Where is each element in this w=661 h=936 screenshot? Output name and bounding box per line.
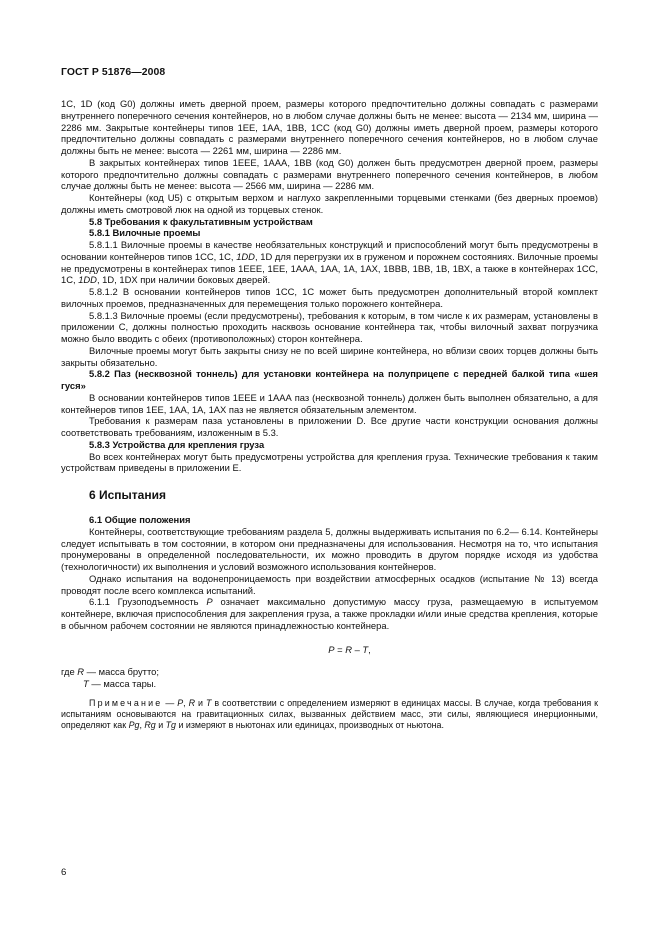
italic-symbol: P xyxy=(206,596,213,608)
text-run: — xyxy=(165,697,178,708)
paragraph: Контейнеры (код U5) с открытым верхом и наглухо закрепленными торцевыми стенками (без дверных проемов) должны иметь смотровой люк на одной из торцевых стенок. xyxy=(61,192,598,215)
text-run: — масса брутто; xyxy=(84,666,159,678)
text-run: означает максимально допустимую массу груза, размещаемую в испытуемом контейнере, включая приспособления для закрепления груза, а также прокладки и/или иные средства крепления, которые в обычном рабочем состоянии не являются принадлежностью контейнера. xyxy=(61,596,599,631)
text-run: , 1D, 1DX при наличии боковых дверей. xyxy=(96,274,271,286)
formula-symbol: R xyxy=(345,643,352,655)
section-heading-5-8: 5.8 Требования к факультативным устройствам xyxy=(89,215,313,227)
text-run: , xyxy=(183,697,189,708)
italic-symbol: R xyxy=(77,666,85,678)
section-heading-6: 6 Испытания xyxy=(89,488,166,502)
italic-symbol: T xyxy=(83,678,89,689)
note-label: Примечание xyxy=(89,697,163,708)
formula-operator: = xyxy=(334,643,346,655)
text-run: 6.1.1 Грузоподъемность xyxy=(89,596,207,608)
paragraph: Контейнеры, соответствующие требованиям раздела 5, должны выдерживать испытания по 6.2— 6.14. Контейнеры следует испытывать в том состоянии, в котором они предназначены для использования. Несмотря на то, что испытания пронумерованы в определенной последовательности, их можно проводить в другом порядке исходя из удобства (технологичности) их выполнения и условий возможного использования контейнеров. xyxy=(61,525,598,572)
paragraph: В закрытых контейнерах типов 1ЕЕЕ, 1ААА, 1ВВ (код G0) должен быть предусмотрен дверной проем, размеры которого предпочтительно должны совпадать с размерами внутреннего поперечного сечения контейнеров, в любом случае должны быть не менее: высота — 2566 мм, ширина — 2286 мм. xyxy=(61,156,598,192)
paragraph: Требования к размерам паза установлены в приложении D. Все другие части конструкции основания должны соответствовать требованиям, изложенным в 5.3. xyxy=(61,415,598,438)
formula-punctuation: , xyxy=(368,643,371,655)
italic-symbol: P xyxy=(177,697,184,708)
text-run: и измеряют в ньютонах или единицах, производных от ньютона. xyxy=(175,719,444,730)
italic-symbol: Tg xyxy=(165,719,176,730)
section-heading-5-8-2: 5.8.2 Паз (несквозной тоннель) для установки контейнера на полуприцепе с передней балкой типа «шея гуся» xyxy=(61,368,598,391)
text-run: — масса тары. xyxy=(88,678,157,689)
paragraph: 1С, 1D (код G0) должны иметь дверной проем, размеры которого предпочтительно должны совпадать с размерами внутреннего поперечного сечения контейнеров, но в любом случае должны быть не менее: высота — 2134 мм, ширина — 2286 мм. Закрытые контейнеры типов 1ЕЕ, 1АА, 1ВВ, 1СС (код G0) должны иметь дверной проем, размеры которого предпочтительно должны совпадать с размерами внутреннего поперечного сечения контейнеров, но в любом случае должны быть не менее: высота — 2261 мм, ширина — 2286 мм. xyxy=(61,98,598,156)
formula-legend-t xyxy=(61,678,598,690)
formula-operator: – xyxy=(351,643,363,655)
text-run: в соответствии с определением измеряют в единицах массы. В случае, когда требования к испытаниям основываются на гравитационных силах, вызванных действием масс, эти силы, являющиеся инерционными, определяют как xyxy=(61,697,599,730)
section-heading-6-1: 6.1 Общие положения xyxy=(89,514,191,525)
paragraph-6-1-1 xyxy=(61,596,598,631)
paragraph-5-8-1-2: 5.8.1.2 В основании контейнеров типов 1СС, 1С может быть предусмотрен дополнительный второй комплект вилочных проемов, предназначенных для перемещения только порожнего контейнера. xyxy=(61,286,598,309)
paragraph-5-8-1-1 xyxy=(61,239,598,286)
paragraph: Во всех контейнерах могут быть предусмотрены устройства для крепления груза. Технические требования к таким устройствам приведены в приложении Е. xyxy=(61,450,598,474)
standard-header: ГОСТ Р 51876—2008 xyxy=(61,67,166,78)
section-heading-5-8-1: 5.8.1 Вилочные проемы xyxy=(89,227,201,239)
italic-text: 1DD xyxy=(236,250,255,262)
italic-symbol: Rg xyxy=(144,719,156,730)
text-run: , 1D для перегрузки их в груженом и порожнем состояниях. Вилочные проемы не предусмотрены в контейнерах типов 1ЕЕЕ, 1ЕЕ, 1ААА, 1АА, 1А, 1АХ, 1ВВВ, 1ВВ, 1В, 1ВХ, а также в контейнерах 1СС, 1С, xyxy=(61,250,599,286)
italic-symbol: Pg xyxy=(128,719,140,730)
paragraph-5-8-1-3: 5.8.1.3 Вилочные проемы (если предусмотрены), требования к которым, в том числе к их размерам, установлены в приложении С, должны полностью проходить насквозь основание контейнера так, чтобы вилочный захват погрузчика можно было вводить с обеих (противоположных) сторон контейнера. xyxy=(61,309,598,344)
paragraph: В основании контейнеров типов 1ЕЕЕ и 1ААА паз (несквозной тоннель) должен быть выполнен обязательно, а для контейнеров типов 1ЕЕ, 1АА, 1А, 1АХ паз не является обязательным элементом. xyxy=(61,391,598,415)
page-number: 6 xyxy=(61,867,67,878)
paragraph: Однако испытания на водонепроницаемость при воздействии атмосферных осадков (испытание № 13) всегда проводят после всего комплекса испытаний. xyxy=(61,572,598,596)
note xyxy=(61,698,598,731)
text-run: 5.8.1.1 Вилочные проемы в качестве необязательных конструкций и приспособлений могут быть предусмотрены в основании контейнеров типов 1СС, 1С, xyxy=(61,239,598,262)
document-body xyxy=(61,98,598,731)
text-run: где xyxy=(61,666,78,678)
text-run: , xyxy=(139,719,145,730)
italic-symbol: T xyxy=(206,697,212,708)
text-run: и xyxy=(155,719,166,730)
italic-text: 1DD xyxy=(78,274,97,286)
formula-legend-r xyxy=(61,666,598,678)
section-heading-5-8-3: 5.8.3 Устройства для крепления груза xyxy=(89,438,265,450)
italic-symbol: R xyxy=(188,697,196,708)
text-run: и xyxy=(195,697,207,708)
formula-symbol: T xyxy=(362,643,369,655)
formula-symbol: P xyxy=(328,643,335,655)
formula xyxy=(61,644,598,656)
paragraph: Вилочные проемы могут быть закрыты снизу не по всей ширине контейнера, но вблизи своих торцев должны быть закрыты обязательно. xyxy=(61,344,598,368)
